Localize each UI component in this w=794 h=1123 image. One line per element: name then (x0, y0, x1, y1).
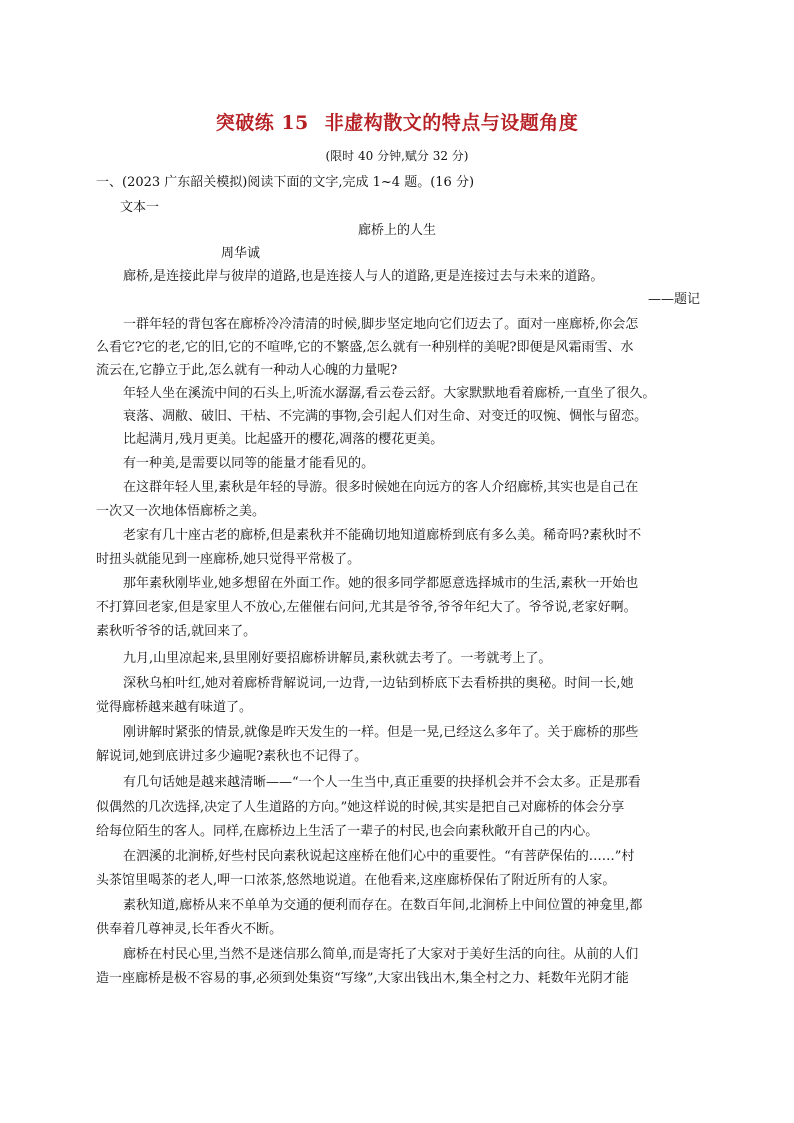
author: 周华诚 (221, 246, 261, 261)
text-line: 年轻人坐在溪流中间的石头上,听流水潺潺,看云卷云舒。大家默默地看着廊桥,一直坐了很久。 (123, 386, 656, 401)
text-line: 素秋听爷爷的话,就回来了。 (96, 624, 257, 639)
text-line: 比起满月,残月更美。比起盛开的樱花,凋落的樱花更美。 (123, 432, 444, 447)
text-line: 么看它?它的老,它的旧,它的不喧哗,它的不繁盛,怎么就有一种别样的美呢?即便是风霜雨雪、水 (96, 340, 634, 355)
text-line: 造一座廊桥是极不容易的事,必须到处集资“写缘”,大家出钱出木,集全村之力、耗数年光阴才能 (96, 971, 629, 986)
text-line: 解说词,她到底讲过多少遍呢?素秋也不记得了。 (96, 749, 368, 764)
text-line: 刚讲解时紧张的情景,就像是昨天发生的一样。但是一晃,已经这么多年了。关于廊桥的那些 (123, 725, 639, 740)
text-line: 衰落、凋敝、破旧、干枯、不完满的事物,会引起人们对生命、对变迁的叹惋、惆怅与留恋。 (123, 409, 648, 424)
text-line: 一群年轻的背包客在廊桥冷冷清清的时候,脚步坚定地向它们迈去了。面对一座廊桥,你会怎 (123, 317, 639, 332)
text-line: 素秋知道,廊桥从来不单单为交通的便利而存在。在数百年间,北涧桥上中间位置的神龛里,都 (123, 898, 643, 913)
text-line: 时扭头就能见到一座廊桥,她只觉得平常极了。 (96, 552, 361, 567)
text-line: 头茶馆里喝茶的老人,呷一口浓茶,悠然地说道。在他看来,这座廊桥保佑了附近所有的人家。 (96, 873, 616, 888)
time-limit: (限时 40 分钟,赋分 32 分) (325, 149, 469, 163)
text-line: 老家有几十座古老的廊桥,但是素秋并不能确切地知道廊桥到底有多么美。稀奇吗?素秋时不 (123, 528, 642, 543)
text-line: 那年素秋刚毕业,她多想留在外面工作。她的很多同学都愿意选择城市的生活,素秋一开始也 (123, 576, 639, 591)
text-line: 深秋乌桕叶红,她对着廊桥背解说词,一边背,一边钻到桥底下去看桥拱的奥秘。时间一长,她 (123, 676, 634, 691)
question-intro: 一、(2023 广东韶关模拟)阅读下面的文字,完成 1~4 题。(16 分) (96, 175, 475, 190)
text-line: 似偶然的几次选择,决定了人生道路的方向。”她这样说的时候,其实是把自己对廊桥的体会分享 (96, 800, 625, 815)
title-number: 突破练 15 (215, 112, 309, 134)
text-line: 不打算回老家,但是家里人不放心,左催催右问问,尤其是爷爷,爷爷年纪大了。爷爷说,老家好啊。 (96, 600, 637, 615)
text-line: 廊桥在村民心里,当然不是迷信那么简单,而是寄托了大家对于美好生活的向往。从前的人们 (123, 947, 639, 962)
text-line: 流云在,它静立于此,怎么就有一种动人心魄的力量呢? (96, 363, 398, 378)
page-title (0, 108, 794, 135)
title-text: 非虚构散文的特点与设题角度 (324, 112, 579, 134)
epigraph-sign: ——题记 (647, 292, 700, 307)
text-line: 有一种美,是需要以同等的能量才能看见的。 (123, 456, 375, 471)
text-line: 供奉着几尊神灵,长年香火不断。 (96, 922, 283, 937)
text-line: 给每位陌生的客人。同样,在廊桥边上生活了一辈子的村民,也会向素秋敞开自己的内心。 (96, 824, 599, 839)
text-line: 觉得廊桥越来越有味道了。 (96, 700, 253, 715)
text-line: 一次又一次地体悟廊桥之美。 (96, 504, 266, 519)
text-line: 在这群年轻人里,素秋是年轻的导游。很多时候她在向远方的客人介绍廊桥,其实也是自己在 (123, 480, 639, 495)
essay-title: 廊桥上的人生 (357, 223, 436, 238)
text-line: 有几句话她是越来越清晰——“一个人一生当中,真正重要的抉择机会并不会太多。正是那看 (123, 775, 641, 790)
epigraph: 廊桥,是连接此岸与彼岸的道路,也是连接人与人的道路,更是连接过去与未来的道路。 (123, 269, 604, 284)
text-line: 在泗溪的北涧桥,好些村民向素秋说起这座桥在他们心中的重要性。“有菩萨保佑的……”村 (123, 849, 635, 864)
text-line: 九月,山里凉起来,县里刚好要招廊桥讲解员,素秋就去考了。一考就考上了。 (123, 651, 552, 666)
text-label: 文本一 (120, 200, 160, 215)
